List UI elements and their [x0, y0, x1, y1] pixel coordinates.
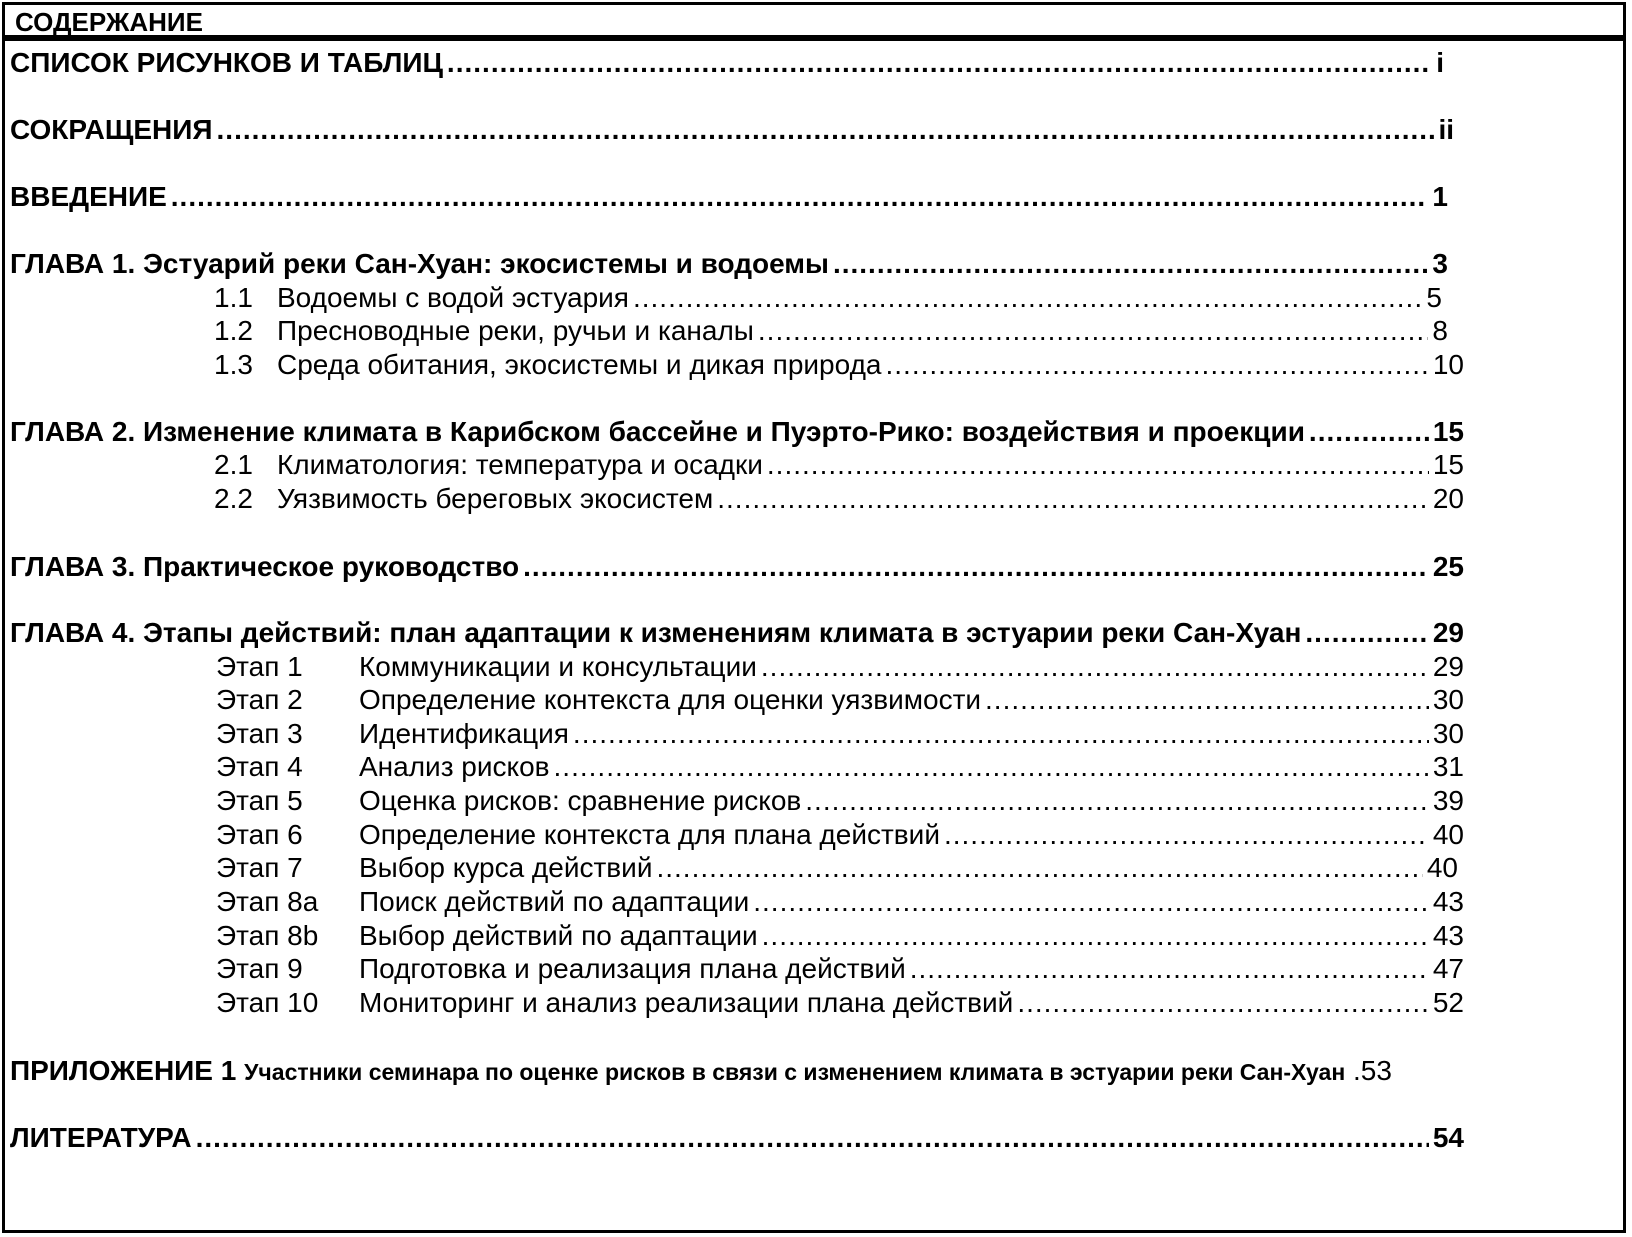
toc-entry-chapter-3: ГЛАВА 3. Практическое руководство ..... 25 [10, 550, 1464, 584]
toc-entry-section-1-3: 1.3 Среда обитания, экосистемы и дикая природа ..... 10 [214, 348, 1464, 382]
toc-entry-section-2-2: 2.2 Уязвимость береговых экосистем ..... 20 [214, 482, 1464, 516]
toc-entry-step-7: Этап 7 Выбор курса действий ..... 40 [216, 851, 1458, 885]
toc-entry-step-2: Этап 2 Определение контекста для оценки уязвимости ..... 30 [216, 683, 1464, 717]
toc-entry-step-10: Этап 10 Мониторинг и анализ реализации плана действий ..... 52 [216, 986, 1464, 1020]
toc-entry-abbreviations: СОКРАЩЕНИЯ ..... ii [10, 113, 1454, 147]
toc-header [2, 2, 1626, 41]
toc-entry-step-8b: Этап 8b Выбор действий по адаптации ..... 43 [216, 919, 1464, 953]
toc-entry-chapter-4: ГЛАВА 4. Этапы действий: план адаптации к изменениям климата в эстуарии реки Сан-Хуан ..... 29 [10, 616, 1464, 650]
toc-entry-chapter-1: ГЛАВА 1. Эстуарий реки Сан-Хуан: экосистемы и водоемы ..... 3 [10, 247, 1448, 281]
toc-entry-step-6: Этап 6 Определение контекста для плана действий ..... 40 [216, 818, 1464, 852]
toc-entry-step-9: Этап 9 Подготовка и реализация плана действий ..... 47 [216, 952, 1464, 986]
toc-entry-step-1: Этап 1 Коммуникации и консультации ..... 29 [216, 650, 1464, 684]
toc-entry-section-1-2: 1.2 Пресноводные реки, ручьи и каналы ..... 8 [214, 314, 1448, 348]
page-title: СОДЕРЖАНИЕ [15, 7, 203, 37]
toc-entry-literature: ЛИТЕРАТУРА ..... 54 [10, 1121, 1464, 1155]
toc-entry-step-3: Этап 3 Идентификация ..... 30 [216, 717, 1464, 751]
toc-entry-step-4: Этап 4 Анализ рисков ..... 31 [216, 750, 1464, 784]
toc-entry-chapter-2: ГЛАВА 2. Изменение климата в Карибском бассейне и Пуэрто-Рико: воздействия и проекции ..... 15 [10, 415, 1464, 449]
toc-entry-section-1-1: 1.1 Водоемы с водой эстуария ..... 5 [214, 281, 1442, 315]
toc-entry-appendix-1: ПРИЛОЖЕНИЕ 1 Участники семинара по оценке рисков в связи с изменением климата в эстуарии реки Сан-Хуан .53 [10, 1055, 1392, 1086]
toc-entry-step-8a: Этап 8a Поиск действий по адаптации ..... 43 [216, 885, 1464, 919]
toc-entry-step-5: Этап 5 Оценка рисков: сравнение рисков ..... 39 [216, 784, 1464, 818]
toc-entry-section-2-1: 2.1 Климатология: температура и осадки ..... 15 [214, 448, 1464, 482]
toc-entry-introduction: ВВЕДЕНИЕ ..... 1 [10, 180, 1448, 214]
toc-entry-figures: СПИСОК РИСУНКОВ И ТАБЛИЦ ..... i [10, 46, 1444, 80]
